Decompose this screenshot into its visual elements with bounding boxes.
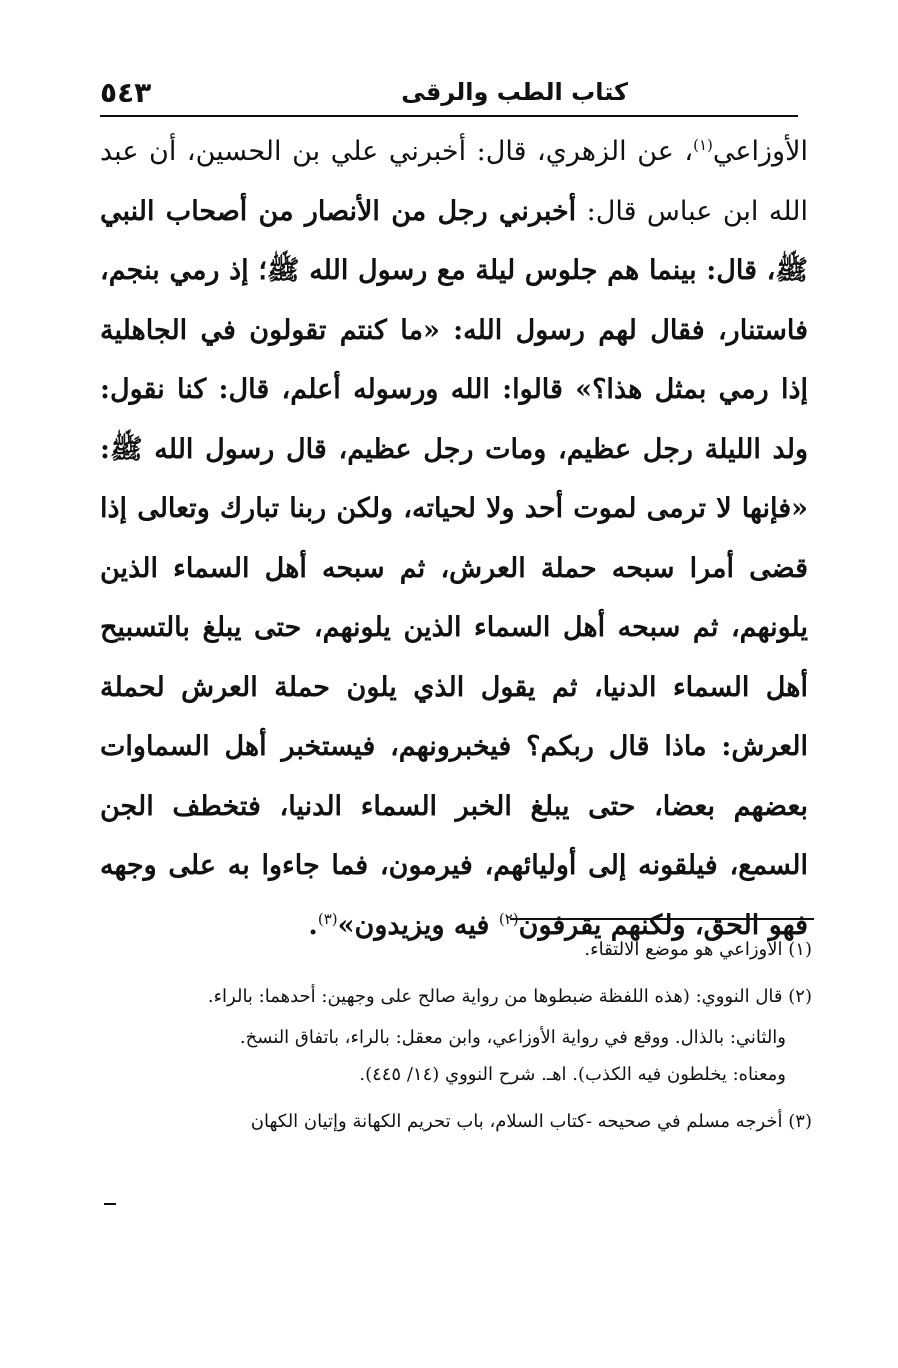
footnote-text: قال النووي: (هذه اللفظة ضبطوها من رواية صالح على وجهين: أحدهما: بالراء. — [207, 986, 783, 1007]
hadith-paragraph — [100, 122, 808, 955]
chapter-title: كتاب الطب والرقى — [401, 78, 628, 106]
footnote-ref-2[interactable]: (٢) — [498, 909, 519, 928]
footnote-2 — [100, 983, 812, 1088]
continuation-dash — [104, 1203, 116, 1205]
isnad-text: ، عن الزهري، قال: أخبرني علي بن الحسين، أن عبد الله ابن عباس قال: — [100, 136, 808, 227]
matn-text: أخبرني رجل من الأنصار من أصحاب النبي ﷺ، قال: بينما هم جلوس ليلة مع رسول الله ﷺ؛ إذ رمي بنجم، فاستنار، فقال لهم رسول الله: «ما كنتم تقولون في الجاهلية إذا رمي بمثل هذا؟» قالوا: الله ورسوله أعلم، قال: كنا نقول: ولد الليلة رجل عظيم، ومات رجل عظيم، قال رسول الله ﷺ: «فإنها لا ترمى لموت أحد ولا لحياته، ولكن ربنا تبارك وتعالى إذا قضى أمرا سبحه حملة العرش، ثم سبحه أهل السماء الذين يلونهم، ثم سبحه أهل السماء الذين يلونهم، حتى يبلغ بالتسبيح أهل السماء الدنيا، ثم يقول الذي يلون حملة العرش لحملة العرش: ماذا قال ربكم؟ فيخبرونهم، فيستخبر أهل السماوات بعضهم بعضا، حتى يبلغ الخبر السماء الدنيا، فتخطف الجن السمع، فيلقونه إلى أوليائهم، فيرمون، فما جاءوا به على وجهه فهو الحق، ولكنهم يقرفون — [100, 195, 808, 941]
footnote-text: الأوزاعي هو موضع الالتقاء. — [584, 939, 783, 960]
footnote-number: (١) — [788, 939, 812, 960]
footnote-number: (٣) — [788, 1111, 812, 1132]
footnote-number: (٢) — [788, 986, 812, 1007]
footnote-continuation: ومعناه: يخلطون فيه الكذب). اهـ. شرح النووي (١٤/ ٤٤٥). — [359, 1064, 786, 1085]
footnote-ref-3[interactable]: (٣) — [317, 909, 338, 928]
narrator-text: الأوزاعي — [712, 136, 808, 167]
footnote-1 — [100, 936, 812, 963]
footnote-ref-1[interactable]: (١) — [693, 136, 713, 154]
footnote-separator — [510, 918, 814, 920]
page-number: ٥٤٣ — [100, 75, 152, 109]
header-rule — [100, 115, 798, 117]
page-header — [100, 72, 798, 112]
footnote-3 — [100, 1108, 812, 1135]
footnote-continuation: والثاني: بالذال. ووقع في رواية الأوزاعي، وابن معقل: بالراء، باتفاق النسخ. — [239, 1027, 786, 1048]
footnotes-section — [100, 936, 812, 1155]
main-text — [100, 122, 808, 955]
footnote-text: أخرجه مسلم في صحيحه -كتاب السلام، باب تحريم الكهانة وإتيان الكهان — [250, 1111, 783, 1132]
final-period: . — [308, 909, 318, 941]
matn-text-end: فيه ويزيدون» — [337, 909, 499, 941]
